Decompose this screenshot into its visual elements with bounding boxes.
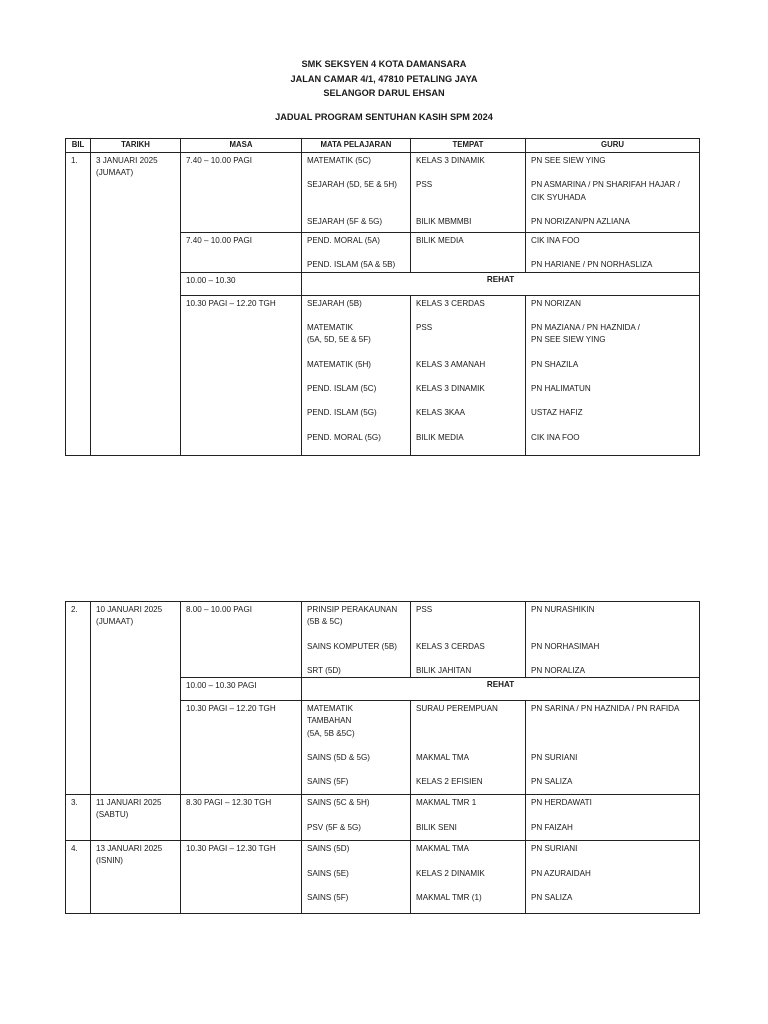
place-value: KELAS 3 CERDAS xyxy=(416,641,485,651)
place-cell xyxy=(411,602,526,678)
teacher-value: PN HARIANE / PN NORHASLIZA xyxy=(531,260,653,270)
spacer xyxy=(416,204,520,216)
subject-cell xyxy=(302,795,411,841)
subject-value: MATEMATIK (5C) xyxy=(307,156,371,165)
place-value: BILIK MEDIA xyxy=(416,236,464,245)
time-value: 10.30 PAGI – 12.30 TGH xyxy=(186,844,276,854)
subject-cell xyxy=(302,841,411,914)
spacer xyxy=(531,880,694,892)
place-cell xyxy=(411,153,526,233)
place-cell xyxy=(411,841,526,914)
teacher-cell xyxy=(526,602,700,678)
place-value: BILIK MBMMBI xyxy=(416,216,472,226)
subject-value: SEJARAH (5B) xyxy=(307,298,362,308)
teacher-value: PN NORIZAN/PN AZLIANA xyxy=(531,216,630,226)
bil-value: 2. xyxy=(71,605,78,614)
spacer xyxy=(307,628,405,640)
spacer xyxy=(531,310,694,322)
teacher-value: PN ASMARINA / PN SHARIFAH HAJAR / xyxy=(531,180,680,190)
spacer xyxy=(416,419,520,431)
subject-cell xyxy=(302,233,411,273)
break-label: REHAT xyxy=(302,678,700,701)
spacer xyxy=(416,310,520,322)
date-value: 13 JANUARI 2025 xyxy=(96,844,163,854)
bil-cell xyxy=(66,153,91,456)
day-value: (SABTU) xyxy=(96,810,129,820)
teacher-value: PN NORHASIMAH xyxy=(531,641,600,651)
subject-value: SAINS (5E) xyxy=(307,868,349,878)
break-time-cell xyxy=(181,678,302,701)
teacher-cell xyxy=(526,233,700,273)
spacer xyxy=(531,740,694,752)
place-value: KELAS 3KAA xyxy=(416,408,466,418)
date-cell xyxy=(91,795,181,841)
subject-value: (5A, 5D, 5E & 5F) xyxy=(307,335,371,345)
schedule-table-2 xyxy=(65,601,700,914)
bil-cell xyxy=(66,602,91,795)
table-row xyxy=(66,795,700,841)
subject-value: (5B & 5C) xyxy=(307,617,343,627)
spacer xyxy=(416,855,520,867)
time-value: 8.30 PAGI – 12.30 TGH xyxy=(186,798,272,808)
time-value: 7.40 – 10.00 PAGI xyxy=(186,236,252,245)
place-value: KELAS 3 DINAMIK xyxy=(416,156,485,165)
teacher-value: PN AZURAIDAH xyxy=(531,868,591,878)
teacher-value: PN SURIANI xyxy=(531,844,578,854)
date-cell xyxy=(91,153,181,456)
col-header-tempat: TEMPAT xyxy=(411,139,526,153)
spacer xyxy=(416,346,520,358)
bil-value: 1. xyxy=(71,156,78,165)
date-value: 11 JANUARI 2025 xyxy=(96,798,162,808)
address-line-2: SELANGOR DARUL EHSAN xyxy=(323,88,445,98)
spacer xyxy=(531,855,694,867)
school-name: SMK SEKSYEN 4 KOTA DAMANSARA xyxy=(301,59,467,69)
break-time: 10.00 – 10.30 xyxy=(186,275,236,285)
spacer xyxy=(307,653,405,665)
spacer xyxy=(531,764,694,776)
teacher-value: USTAZ HAFIZ xyxy=(531,408,583,418)
subject-value xyxy=(307,192,405,204)
bil-cell xyxy=(66,795,91,841)
subject-value: MATEMATIK (5H) xyxy=(307,359,371,369)
table-row xyxy=(66,153,700,233)
spacer xyxy=(531,395,694,407)
teacher-cell xyxy=(526,841,700,914)
teacher-value: CIK INA FOO xyxy=(531,236,580,245)
place-value: SURAU PEREMPUAN xyxy=(416,704,498,714)
address-line-1: JALAN CAMAR 4/1, 47810 PETALING JAYA xyxy=(290,73,478,84)
teacher-value: PN SHAZILA xyxy=(531,359,579,369)
document-header xyxy=(0,57,768,101)
subject-value: TAMBAHAN xyxy=(307,716,352,726)
time-value: 10.30 PAGI – 12.20 TGH xyxy=(186,704,276,714)
spacer xyxy=(531,628,694,640)
col-header-tarikh: TARIKH xyxy=(91,139,181,153)
teacher-value xyxy=(531,616,694,628)
table-row xyxy=(66,841,700,914)
table-header-row xyxy=(66,139,700,153)
place-value xyxy=(416,334,520,346)
date-value: 10 JANUARI 2025 xyxy=(96,605,163,614)
day-value: (JUMAAT) xyxy=(96,168,134,178)
subject-value: PRINSIP PERAKAUNAN xyxy=(307,605,398,614)
bil-cell xyxy=(66,841,91,914)
spacer xyxy=(416,395,520,407)
time-cell xyxy=(181,602,302,678)
place-value: MAKMAL TMA xyxy=(416,752,470,762)
spacer xyxy=(307,809,405,821)
spacer xyxy=(416,247,520,259)
time-cell xyxy=(181,153,302,233)
teacher-value: PN MAZIANA / PN HAZNIDA / xyxy=(531,322,640,332)
teacher-value: PN HERDAWATI xyxy=(531,798,592,808)
break-label: REHAT xyxy=(302,272,700,295)
teacher-value xyxy=(531,715,694,727)
subject-value: (5A, 5B &5C) xyxy=(307,728,355,738)
spacer xyxy=(416,740,520,752)
col-header-masa: MASA xyxy=(181,139,302,153)
col-header-mata-pelajaran: MATA PELAJARAN xyxy=(302,139,411,153)
subject-cell xyxy=(302,602,411,678)
date-cell xyxy=(91,841,181,914)
teacher-cell xyxy=(526,701,700,795)
spacer xyxy=(531,371,694,383)
teacher-value: PN NORALIZA xyxy=(531,665,585,675)
date-cell xyxy=(91,602,181,795)
place-value xyxy=(416,728,520,740)
place-value: KELAS 2 DINAMIK xyxy=(416,868,485,878)
teacher-cell xyxy=(526,295,700,455)
spacer xyxy=(307,167,405,179)
subject-value: SEJARAH (5F & 5G) xyxy=(307,216,383,226)
spacer xyxy=(416,880,520,892)
time-cell xyxy=(181,295,302,455)
time-value: 10.30 PAGI – 12.20 TGH xyxy=(186,298,276,308)
spacer xyxy=(531,204,694,216)
spacer xyxy=(307,740,405,752)
subject-value: SAINS (5F) xyxy=(307,777,349,787)
teacher-value: PN NURASHIKIN xyxy=(531,605,595,614)
teacher-value: PN SALIZA xyxy=(531,777,573,787)
subject-cell xyxy=(302,153,411,233)
spacer xyxy=(416,371,520,383)
spacer xyxy=(307,419,405,431)
break-time-cell xyxy=(181,272,302,295)
spacer xyxy=(416,809,520,821)
subject-value: PEND. ISLAM (5G) xyxy=(307,408,377,418)
place-value: BILIK JAHITAN xyxy=(416,665,472,675)
spacer xyxy=(307,346,405,358)
subject-value: SRT (5D) xyxy=(307,665,341,675)
teacher-value: PN FAIZAH xyxy=(531,822,573,832)
subject-value: PEND. MORAL (5G) xyxy=(307,432,381,442)
day-value: (JUMAAT) xyxy=(96,617,134,627)
teacher-value: CIK INA FOO xyxy=(531,432,580,442)
spacer xyxy=(307,395,405,407)
spacer xyxy=(531,419,694,431)
document-title: JADUAL PROGRAM SENTUHAN KASIH SPM 2024 xyxy=(275,112,493,122)
spacer xyxy=(307,371,405,383)
bil-value: 4. xyxy=(71,844,78,854)
place-cell xyxy=(411,795,526,841)
place-value: PSS xyxy=(416,180,433,190)
place-value xyxy=(416,259,520,271)
spacer xyxy=(416,653,520,665)
spacer xyxy=(307,764,405,776)
place-cell xyxy=(411,701,526,795)
time-value: 8.00 – 10.00 PAGI xyxy=(186,605,252,614)
subject-value: MATEMATIK xyxy=(307,322,354,332)
subject-value: PEND. ISLAM (5A & 5B) xyxy=(307,260,396,270)
col-header-guru: GURU xyxy=(526,139,700,153)
subject-cell xyxy=(302,701,411,795)
teacher-value: PN SEE SIEW YING xyxy=(531,335,606,345)
place-value: BILIK SENI xyxy=(416,822,457,832)
teacher-value xyxy=(531,728,694,740)
subject-cell xyxy=(302,295,411,455)
spacer xyxy=(531,653,694,665)
spacer xyxy=(307,310,405,322)
spacer xyxy=(416,167,520,179)
place-value xyxy=(416,715,520,727)
place-value: KELAS 3 CERDAS xyxy=(416,298,485,308)
place-value: MAKMAL TMR 1 xyxy=(416,798,477,808)
place-value xyxy=(416,616,520,628)
time-value: 7.40 – 10.00 PAGI xyxy=(186,156,252,165)
time-cell xyxy=(181,701,302,795)
date-value: 3 JANUARI 2025 xyxy=(96,156,158,165)
spacer xyxy=(531,247,694,259)
place-value xyxy=(416,192,520,204)
spacer xyxy=(531,346,694,358)
place-value: MAKMAL TMR (1) xyxy=(416,892,482,902)
spacer xyxy=(531,809,694,821)
subject-value: MATEMATIK xyxy=(307,704,354,714)
spacer xyxy=(307,855,405,867)
time-cell xyxy=(181,233,302,273)
teacher-value: PN HALIMATUN xyxy=(531,383,591,393)
subject-value: PEND. ISLAM (5C) xyxy=(307,383,377,393)
col-header-bil: BIL xyxy=(66,139,91,153)
teacher-value: PN SALIZA xyxy=(531,892,573,902)
place-cell xyxy=(411,233,526,273)
teacher-cell xyxy=(526,153,700,233)
subject-value: PEND. MORAL (5A) xyxy=(307,236,381,245)
teacher-value: PN NORIZAN xyxy=(531,298,581,308)
spacer xyxy=(307,880,405,892)
subject-value: SEJARAH (5D, 5E & 5H) xyxy=(307,180,397,190)
schedule-table-1 xyxy=(65,138,700,456)
place-value: KELAS 2 EFISIEN xyxy=(416,777,483,787)
day-value: (ISNIN) xyxy=(96,856,123,866)
place-value: KELAS 3 DINAMIK xyxy=(416,383,485,393)
place-cell xyxy=(411,295,526,455)
subject-value: SAINS (5D) xyxy=(307,844,350,854)
place-value: MAKMAL TMA xyxy=(416,844,470,854)
teacher-value: PN SEE SIEW YING xyxy=(531,156,606,165)
table-row xyxy=(66,602,700,678)
place-value: KELAS 3 AMANAH xyxy=(416,359,486,369)
teacher-value: CIK SYUHADA xyxy=(531,192,586,202)
subject-value: PSV (5F & 5G) xyxy=(307,822,361,832)
bil-value: 3. xyxy=(71,798,78,808)
subject-value: SAINS (5C & 5H) xyxy=(307,798,370,808)
subject-value: SAINS KOMPUTER (5B) xyxy=(307,641,397,651)
place-value: BILIK MEDIA xyxy=(416,432,464,442)
teacher-cell xyxy=(526,795,700,841)
place-value: PSS xyxy=(416,605,433,614)
time-cell xyxy=(181,841,302,914)
place-value: PSS xyxy=(416,322,433,332)
spacer xyxy=(307,204,405,216)
spacer xyxy=(307,247,405,259)
break-time: 10.00 – 10.30 PAGI xyxy=(186,681,257,691)
subject-value: SAINS (5D & 5G) xyxy=(307,752,370,762)
spacer xyxy=(416,764,520,776)
time-cell xyxy=(181,795,302,841)
teacher-value: PN SURIANI xyxy=(531,752,578,762)
spacer xyxy=(416,628,520,640)
subject-value: SAINS (5F) xyxy=(307,892,349,902)
spacer xyxy=(531,167,694,179)
teacher-value: PN SARINA / PN HAZNIDA / PN RAFIDA xyxy=(531,704,680,714)
